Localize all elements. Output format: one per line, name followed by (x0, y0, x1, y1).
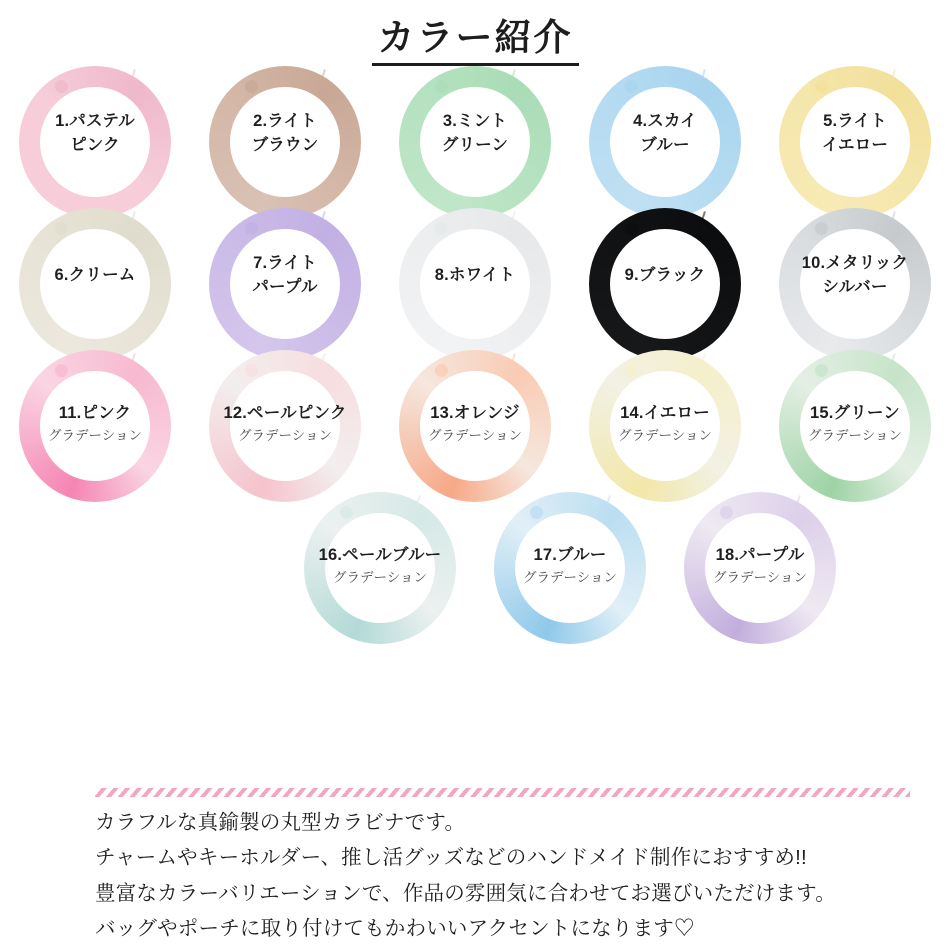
color-name-line2: パープル (252, 277, 318, 296)
color-row (0, 66, 950, 208)
color-label (779, 252, 931, 300)
color-label (494, 544, 646, 587)
color-swatch-item[interactable] (190, 350, 380, 492)
color-grid (0, 66, 950, 634)
color-name-line1-text: ライト (267, 253, 317, 272)
color-name-line1-text: オレンジ (453, 403, 520, 422)
color-name-line1: 1. (55, 111, 70, 130)
color-label (209, 110, 361, 158)
gate-nub-icon (245, 80, 258, 93)
carabiner-ring-icon (684, 492, 836, 644)
carabiner-ring-icon (779, 208, 931, 360)
color-name-line1: 10. (801, 253, 826, 272)
color-name-line1: 9. (624, 265, 639, 284)
color-name-line1: 16. (318, 545, 343, 564)
color-swatch-item[interactable] (760, 66, 950, 208)
color-label (399, 264, 551, 288)
color-name-line1-text: イエロー (643, 403, 710, 422)
color-swatch-item[interactable] (665, 492, 855, 634)
color-name-line2: グリーン (441, 135, 509, 154)
color-swatch-item[interactable] (380, 350, 570, 492)
gate-nub-icon (815, 222, 828, 235)
color-name-line1: 2. (253, 111, 268, 130)
color-name-line1: 5. (823, 111, 838, 130)
color-name-line1: 12. (223, 403, 247, 422)
carabiner-ring-icon (589, 350, 741, 502)
carabiner-ring-icon (209, 350, 361, 502)
gate-nub-icon (815, 364, 828, 377)
color-name-line1-text: パステル (69, 111, 135, 130)
gate-nub-icon (435, 364, 448, 377)
color-gradation-sub: グラデーション (428, 427, 522, 443)
color-swatch-item[interactable] (760, 350, 950, 492)
color-label (209, 252, 361, 300)
carabiner-ring-icon (19, 66, 171, 218)
color-name-line1-text: ミント (457, 111, 508, 130)
color-name-line1-text: スカイ (647, 111, 697, 130)
page-title: カラー紹介 (372, 18, 579, 66)
gate-nub-icon (435, 222, 448, 235)
color-name-line1: 3. (442, 111, 458, 130)
color-name-line1-text: ペールピンク (247, 403, 347, 422)
color-label (399, 110, 551, 158)
color-label (19, 264, 171, 288)
carabiner-ring-icon (399, 66, 551, 218)
color-name-line1: 4. (633, 111, 648, 130)
gate-nub-icon (245, 222, 258, 235)
color-label (589, 110, 741, 158)
color-gradation-sub: グラデーション (618, 427, 712, 443)
color-name-line1: 13. (430, 403, 454, 422)
gate-nub-icon (625, 222, 638, 235)
color-swatch-item[interactable] (380, 208, 570, 350)
gate-nub-icon (720, 506, 733, 519)
section-divider (95, 788, 910, 797)
color-swatch-item[interactable] (0, 208, 190, 350)
color-label (304, 544, 456, 587)
description-line-1: カラフルな真鍮製の丸型カラビナです。 (95, 811, 466, 834)
color-label (399, 402, 551, 445)
gate-nub-icon (340, 506, 353, 519)
color-name-line1-text: グリーン (833, 403, 901, 422)
color-gradation-sub: グラデーション (713, 569, 807, 585)
gate-nub-icon (245, 364, 258, 377)
gate-nub-icon (435, 80, 448, 93)
carabiner-ring-icon (779, 350, 931, 502)
carabiner-ring-icon (494, 492, 646, 644)
color-name-line1: 8. (434, 265, 449, 284)
color-label (684, 544, 836, 587)
color-name-line1-text: ピンク (81, 403, 132, 422)
color-name-line1: 14. (620, 403, 644, 422)
gate-nub-icon (625, 80, 638, 93)
color-name-line1-text: ライト (267, 111, 317, 130)
color-name-line1-text: メタリック (825, 253, 909, 272)
page-title-area (0, 0, 950, 66)
color-swatch-item[interactable] (380, 66, 570, 208)
color-label (779, 110, 931, 158)
color-name-line1-text: クリーム (68, 265, 136, 284)
color-label (779, 402, 931, 445)
color-name-line2: ブラウン (251, 135, 319, 154)
color-name-line1-text: ペールブルー (342, 545, 442, 564)
carabiner-ring-icon (209, 66, 361, 218)
color-name-line1: 17. (533, 545, 558, 564)
color-name-line1: 18. (715, 545, 740, 564)
carabiner-ring-icon (19, 350, 171, 502)
color-label (589, 264, 741, 288)
color-name-line2: シルバー (822, 277, 888, 296)
color-row (0, 208, 950, 350)
color-swatch-item[interactable] (285, 492, 475, 634)
description-line-4: バッグやポーチに取り付けてもかわいいアクセントになります♡ (95, 916, 695, 940)
color-name-line1-text: ブルー (557, 545, 607, 564)
color-name-line1: 6. (54, 265, 69, 284)
description-line-3: 豊富なカラーバリエーションで、作品の雰囲気に合わせてお選びいただけます。 (95, 881, 836, 905)
color-name-line1: 11. (58, 403, 82, 422)
carabiner-ring-icon (19, 208, 171, 360)
gate-nub-icon (55, 222, 68, 235)
color-name-line2: ブルー (640, 135, 690, 154)
gate-nub-icon (530, 506, 543, 519)
color-name-line1-text: ブラック (638, 265, 706, 284)
color-label (19, 110, 171, 158)
color-swatch-item[interactable] (760, 208, 950, 350)
color-gradation-sub: グラデーション (48, 427, 142, 443)
description-block (95, 805, 920, 946)
color-name-line1: 7. (253, 253, 268, 272)
description-line-2: チャームやキーホルダー、推し活グッズなどのハンドメイド制作におすすめ!! (95, 846, 807, 870)
gate-nub-icon (55, 364, 68, 377)
color-name-line1-text: パープル (739, 545, 805, 564)
color-gradation-sub: グラデーション (238, 427, 332, 443)
color-row (0, 350, 950, 492)
color-swatch-item[interactable] (0, 66, 190, 208)
carabiner-ring-icon (779, 66, 931, 218)
color-swatch-item[interactable] (475, 492, 665, 634)
color-swatch-item[interactable] (570, 208, 760, 350)
color-gradation-sub: グラデーション (523, 569, 617, 585)
color-label (19, 402, 171, 445)
carabiner-ring-icon (589, 208, 741, 360)
carabiner-ring-icon (589, 66, 741, 218)
color-swatch-item[interactable] (570, 66, 760, 208)
color-row (0, 492, 950, 634)
color-swatch-item[interactable] (190, 208, 380, 350)
color-name-line1: 15. (809, 403, 834, 422)
color-label (589, 402, 741, 445)
gate-nub-icon (625, 364, 638, 377)
color-swatch-item[interactable] (0, 350, 190, 492)
color-name-line1-text: ライト (837, 111, 887, 130)
carabiner-ring-icon (209, 208, 361, 360)
carabiner-ring-icon (304, 492, 456, 644)
color-name-line2: イエロー (821, 135, 889, 154)
color-swatch-item[interactable] (190, 66, 380, 208)
color-name-line1-text: ホワイト (448, 265, 516, 284)
color-name-line2: ピンク (70, 135, 120, 154)
carabiner-ring-icon (399, 350, 551, 502)
gate-nub-icon (815, 80, 828, 93)
color-gradation-sub: グラデーション (808, 427, 902, 443)
color-label (209, 402, 361, 445)
color-swatch-item[interactable] (570, 350, 760, 492)
gate-nub-icon (55, 80, 68, 93)
color-gradation-sub: グラデーション (333, 569, 427, 585)
carabiner-ring-icon (399, 208, 551, 360)
